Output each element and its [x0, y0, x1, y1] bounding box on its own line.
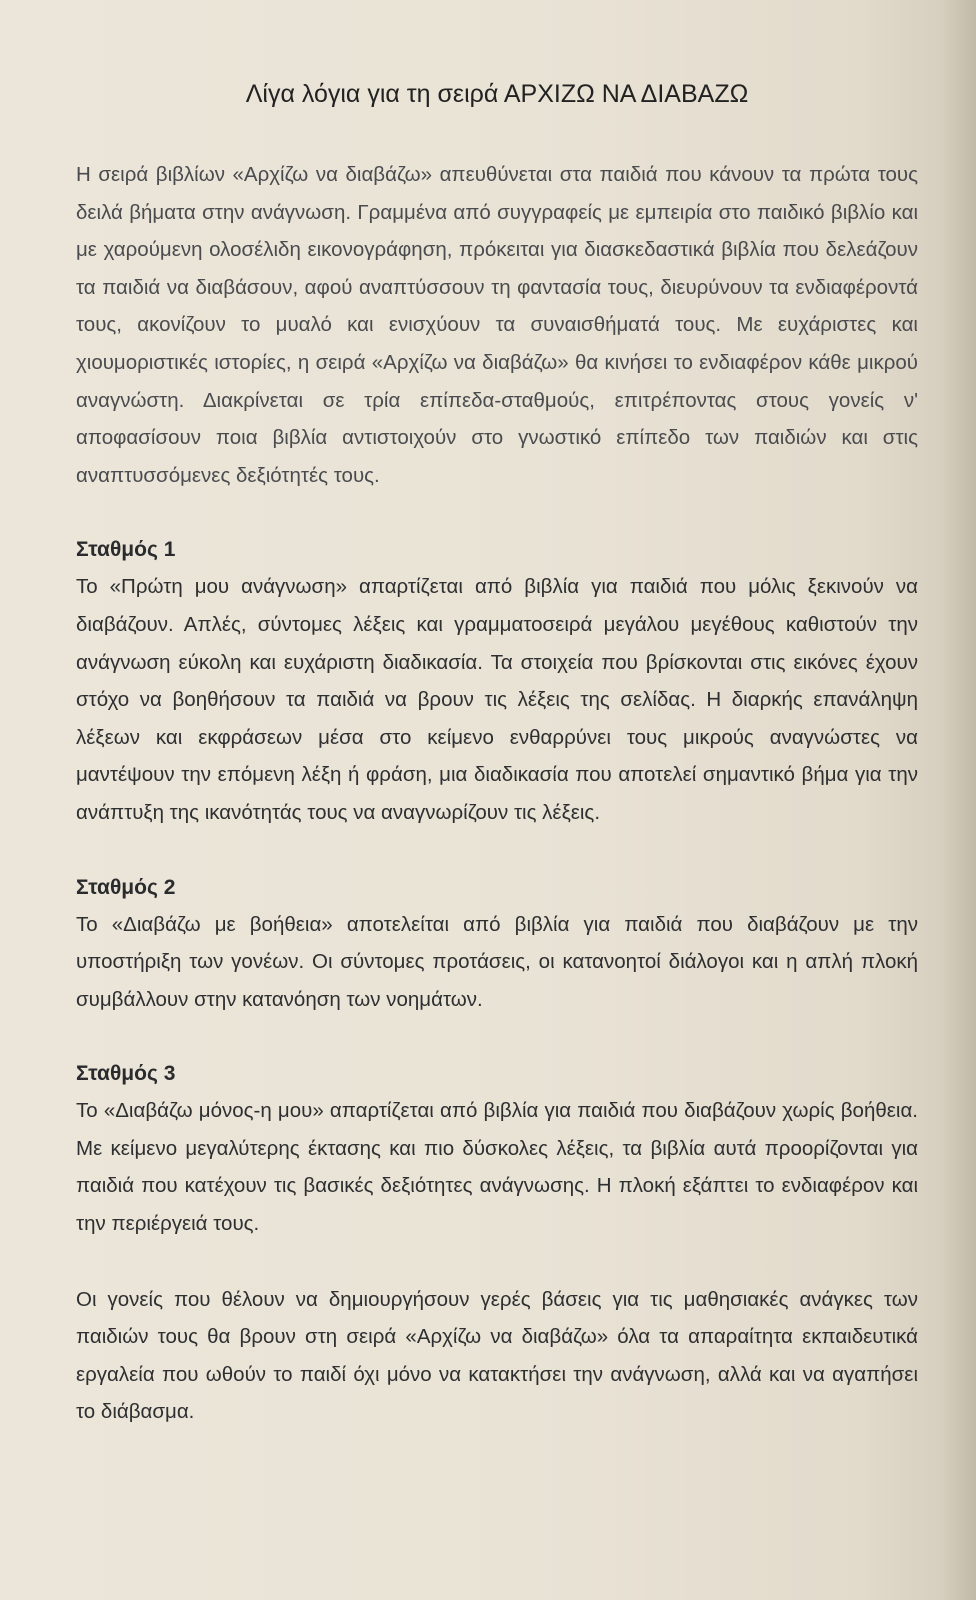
- station-3-section: [76, 1056, 918, 1242]
- station-1-title: Σταθμός 1: [76, 538, 176, 562]
- page-shadow-edge: [942, 0, 976, 1600]
- page-title: Λίγα λόγια για τη σειρά ΑΡΧΙΖΩ ΝΑ ΔΙΑΒΑΖΩ: [245, 80, 749, 108]
- page-content: [76, 72, 918, 1431]
- station-2-title: Σταθμός 2: [76, 875, 176, 899]
- station-2-section: [76, 870, 918, 1019]
- station-3-text: Το «Διαβάζω μόνος-η μου» απαρτίζεται από βιβλία για παιδιά που διαβάζουν χωρίς βοήθεια. Με κείμενο μεγαλύτερης έκτασης και πιο δύσκολες λέξεις, τα βιβλία αυτά προορίζονται για παιδιά που κατέχουν τις βασικές δεξιότητες ανάγνωσης. Η πλοκή εξάπτει το ενδιαφέρον και την περιέργειά τους.: [76, 1099, 918, 1236]
- station-1-text: Το «Πρώτη μου ανάγνωση» απαρτίζεται από βιβλία για παιδιά που μόλις ξεκινούν να διαβάζουν. Απλές, σύντομες λέξεις και γραμματοσειρά μεγάλου μεγέθους καθιστούν την ανάγνωση εύκολη και ευχάριστη διαδικασία. Τα στοιχεία που βρίσκονται στις εικόνες έχουν στόχο να βοηθήσουν τα παιδιά να βρουν τις λέξεις της σελίδας. Η διαρκής επανάληψη λέξεων και εκφράσεων μέσα στο κείμενο ενθαρρύνει τους μικρούς αναγνώστες να μαντέψουν την επόμενη λέξη ή φράση, μια διαδικασία που αποτελεί σημαντικό βήμα για την ανάπτυξη της ικανότητάς τους να αναγνωρίζουν τις λέξεις.: [76, 575, 918, 824]
- station-3-title: Σταθμός 3: [76, 1062, 176, 1086]
- station-1-section: [76, 532, 918, 831]
- intro-paragraph: Η σειρά βιβλίων «Αρχίζω να διαβάζω» απευθύνεται στα παιδιά που κάνουν τα πρώτα τους δειλά βήματα στην ανάγνωση. Γραμμένα από συγγραφείς με εμπειρία στο παιδικό βιβλίο και με χαρούμενη ολοσέλιδη εικονογράφηση, πρόκειται για διασκεδαστικά βιβλία που δελεάζουν τα παιδιά να διαβάσουν, αφού αναπτύσσουν τη φαντασία τους, διευρύνουν τα ενδιαφέροντά τους, ακονίζουν το μυαλό και ενισχύουν τα συναισθήματά τους. Με ευχάριστες και χιουμοριστικές ιστορίες, η σειρά «Αρχίζω να διαβάζω» θα κινήσει το ενδιαφέρον κάθε μικρού αναγνώστη. Διακρίνεται σε τρία επίπεδα-σταθμούς, επιτρέποντας στους γονείς ν' αποφασίσουν ποια βιβλία αντιστοιχούν στο γνωστικό επίπεδο των παιδιών και στις αναπτυσσόμενες δεξιότητές τους.: [76, 163, 918, 487]
- closing-paragraph: Οι γονείς που θέλουν να δημιουργήσουν γερές βάσεις για τις μαθησιακές ανάγκες των παιδιών τους θα βρουν στη σειρά «Αρχίζω να διαβάζω» όλα τα απαραίτητα εκπαιδευτικά εργαλεία που ωθούν το παιδί όχι μόνο να κατακτήσει την ανάγνωση, αλλά και να αγαπήσει το διάβασμα.: [76, 1287, 918, 1424]
- station-2-text: Το «Διαβάζω με βοήθεια» αποτελείται από βιβλία για παιδιά που διαβάζουν με την υποστήριξη των γονέων. Οι σύντομες προτάσεις, οι κατανοητοί διάλογοι και η απλή πλοκή συμβάλλουν στην κατανόηση των νοημάτων.: [76, 912, 918, 1011]
